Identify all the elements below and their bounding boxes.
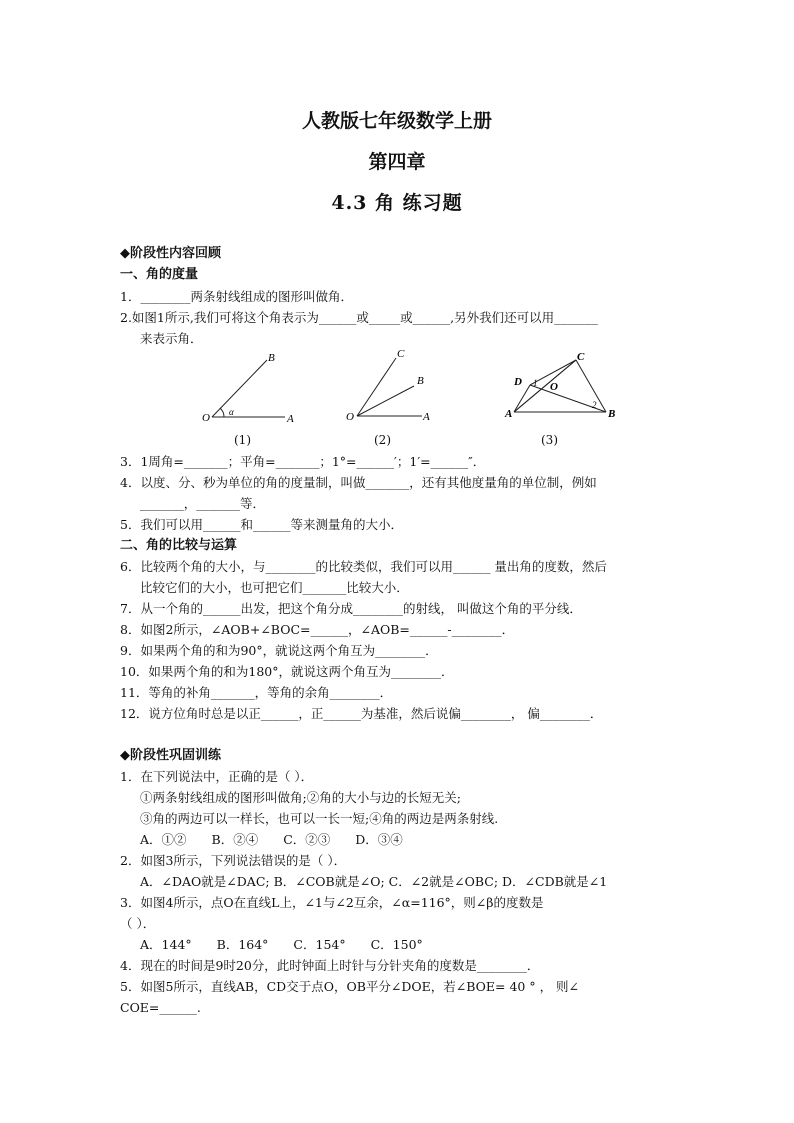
figure-1-caption: (1): [234, 433, 251, 447]
question-12: 12．说方位角时总是以正______，正______为基准，然后说偏________， 偏________．: [120, 706, 603, 721]
question-11: 11．等角的补角_______，等角的余角________．: [120, 685, 393, 700]
question-6-line2: 比较它们的大小，也可把它们_______比较大小．: [140, 580, 409, 595]
section-heading-practice: ◆阶段性巩固训练: [120, 748, 221, 763]
question-10: 10．如果两个角的和为180°，就说这两个角互为________．: [120, 664, 454, 679]
question-1: 1．________两条射线组成的图形叫做角．: [120, 289, 353, 304]
fig2-label-c: C: [397, 348, 405, 360]
question-2-line1: 2.如图1所示,我们可将这个角表示为______或_____或______,另外我们还可以用_______: [120, 310, 598, 325]
question-2-line2: 来表示角．: [140, 331, 203, 346]
question-6-line1: 6．比较两个角的大小，与________的比较类似，我们可以用______ 量出角的度数，然后: [120, 559, 607, 574]
fig1-label-a: A: [287, 413, 294, 425]
practice-question-2: 2．如图3所示，下列说法错误的是（ ）．: [120, 853, 347, 868]
practice-question-3-line2: （ ）．: [120, 916, 156, 931]
practice-question-3-options: A．144° B．164° C．154° C．150°: [140, 937, 423, 952]
lesson-title: 4.3 角 练习题: [331, 192, 463, 214]
fig3-label-c: C: [577, 351, 585, 363]
fig2-label-b: B: [417, 375, 424, 387]
figure-1: [198, 350, 308, 428]
practice-question-1-statements-b: ③角的两边可以一样长，也可以一长一短;④角的两边是两条射线.: [140, 811, 499, 826]
document-title: 人教版七年级数学上册: [301, 110, 492, 132]
question-8: 8．如图2所示，∠AOB+∠BOC=______，∠AOB=______-________．: [120, 622, 515, 637]
practice-question-2-options: A．∠DAO就是∠DAC; B．∠COB就是∠O; C．∠2就是∠OBC; D．∠CDB就是∠1: [140, 874, 608, 889]
fig3-label-1: 1: [533, 378, 538, 388]
subsection-measure: 一、角的度量: [120, 267, 199, 282]
question-3: 3．1周角=_______；平角=_______；1°=______′；1′=______″．: [120, 454, 486, 469]
fig2-label-a: A: [423, 411, 430, 423]
fig1-label-alpha: α: [229, 407, 234, 417]
fig3-label-2: 2: [592, 400, 597, 410]
section-heading-review: ◆阶段性内容回顾: [120, 246, 221, 261]
fig1-label-b: B: [268, 352, 275, 364]
practice-question-1-options: A．①② B．②④ C．②③ D．③④: [140, 832, 403, 847]
figure-2-caption: (2): [374, 433, 391, 447]
question-7: 7．从一个角的______出发，把这个角分成________的射线， 叫做这个角的平分线．: [120, 601, 582, 616]
figure-2: [342, 346, 442, 428]
fig1-label-o: O: [202, 412, 210, 424]
question-4-line1: 4．以度、分、秒为单位的角的度量制，叫做_______，还有其他度量角的单位制，例如: [120, 475, 597, 490]
practice-question-5-line2: COE=______.: [120, 1000, 201, 1015]
fig3-label-a: A: [505, 408, 513, 420]
figure-3: [500, 348, 625, 428]
practice-question-1: 1．在下列说法中，正确的是（ ）．: [120, 769, 314, 784]
practice-question-4: 4．现在的时间是9时20分，此时钟面上时针与分针夹角的度数是________．: [120, 958, 540, 973]
fig3-label-d: D: [514, 376, 522, 388]
question-5: 5．我们可以用______和______等来测量角的大小．: [120, 517, 403, 532]
fig3-label-o: O: [550, 381, 558, 393]
subsection-compare: 二、角的比较与运算: [120, 538, 238, 553]
figure-3-caption: (3): [541, 433, 558, 447]
chapter-title: 第四章: [368, 151, 426, 173]
question-9: 9．如果两个角的和为90°，就说这两个角互为________．: [120, 643, 438, 658]
fig3-label-b: B: [608, 408, 616, 420]
practice-question-1-statements-a: ①两条射线组成的图形叫做角;②角的大小与边的长短无关;: [140, 790, 461, 805]
fig2-label-o: O: [346, 411, 354, 423]
practice-question-5-line1: 5．如图5所示，直线AB，CD交于点O，OB平分∠DOE，若∠BOE= 40 ° ， 则∠: [120, 979, 580, 994]
practice-question-3-line1: 3．如图4所示，点O在直线L上，∠1与∠2互余，∠α=116°，则∠β的度数是: [120, 895, 544, 910]
question-4-line2: _______，_______等．: [140, 496, 266, 511]
